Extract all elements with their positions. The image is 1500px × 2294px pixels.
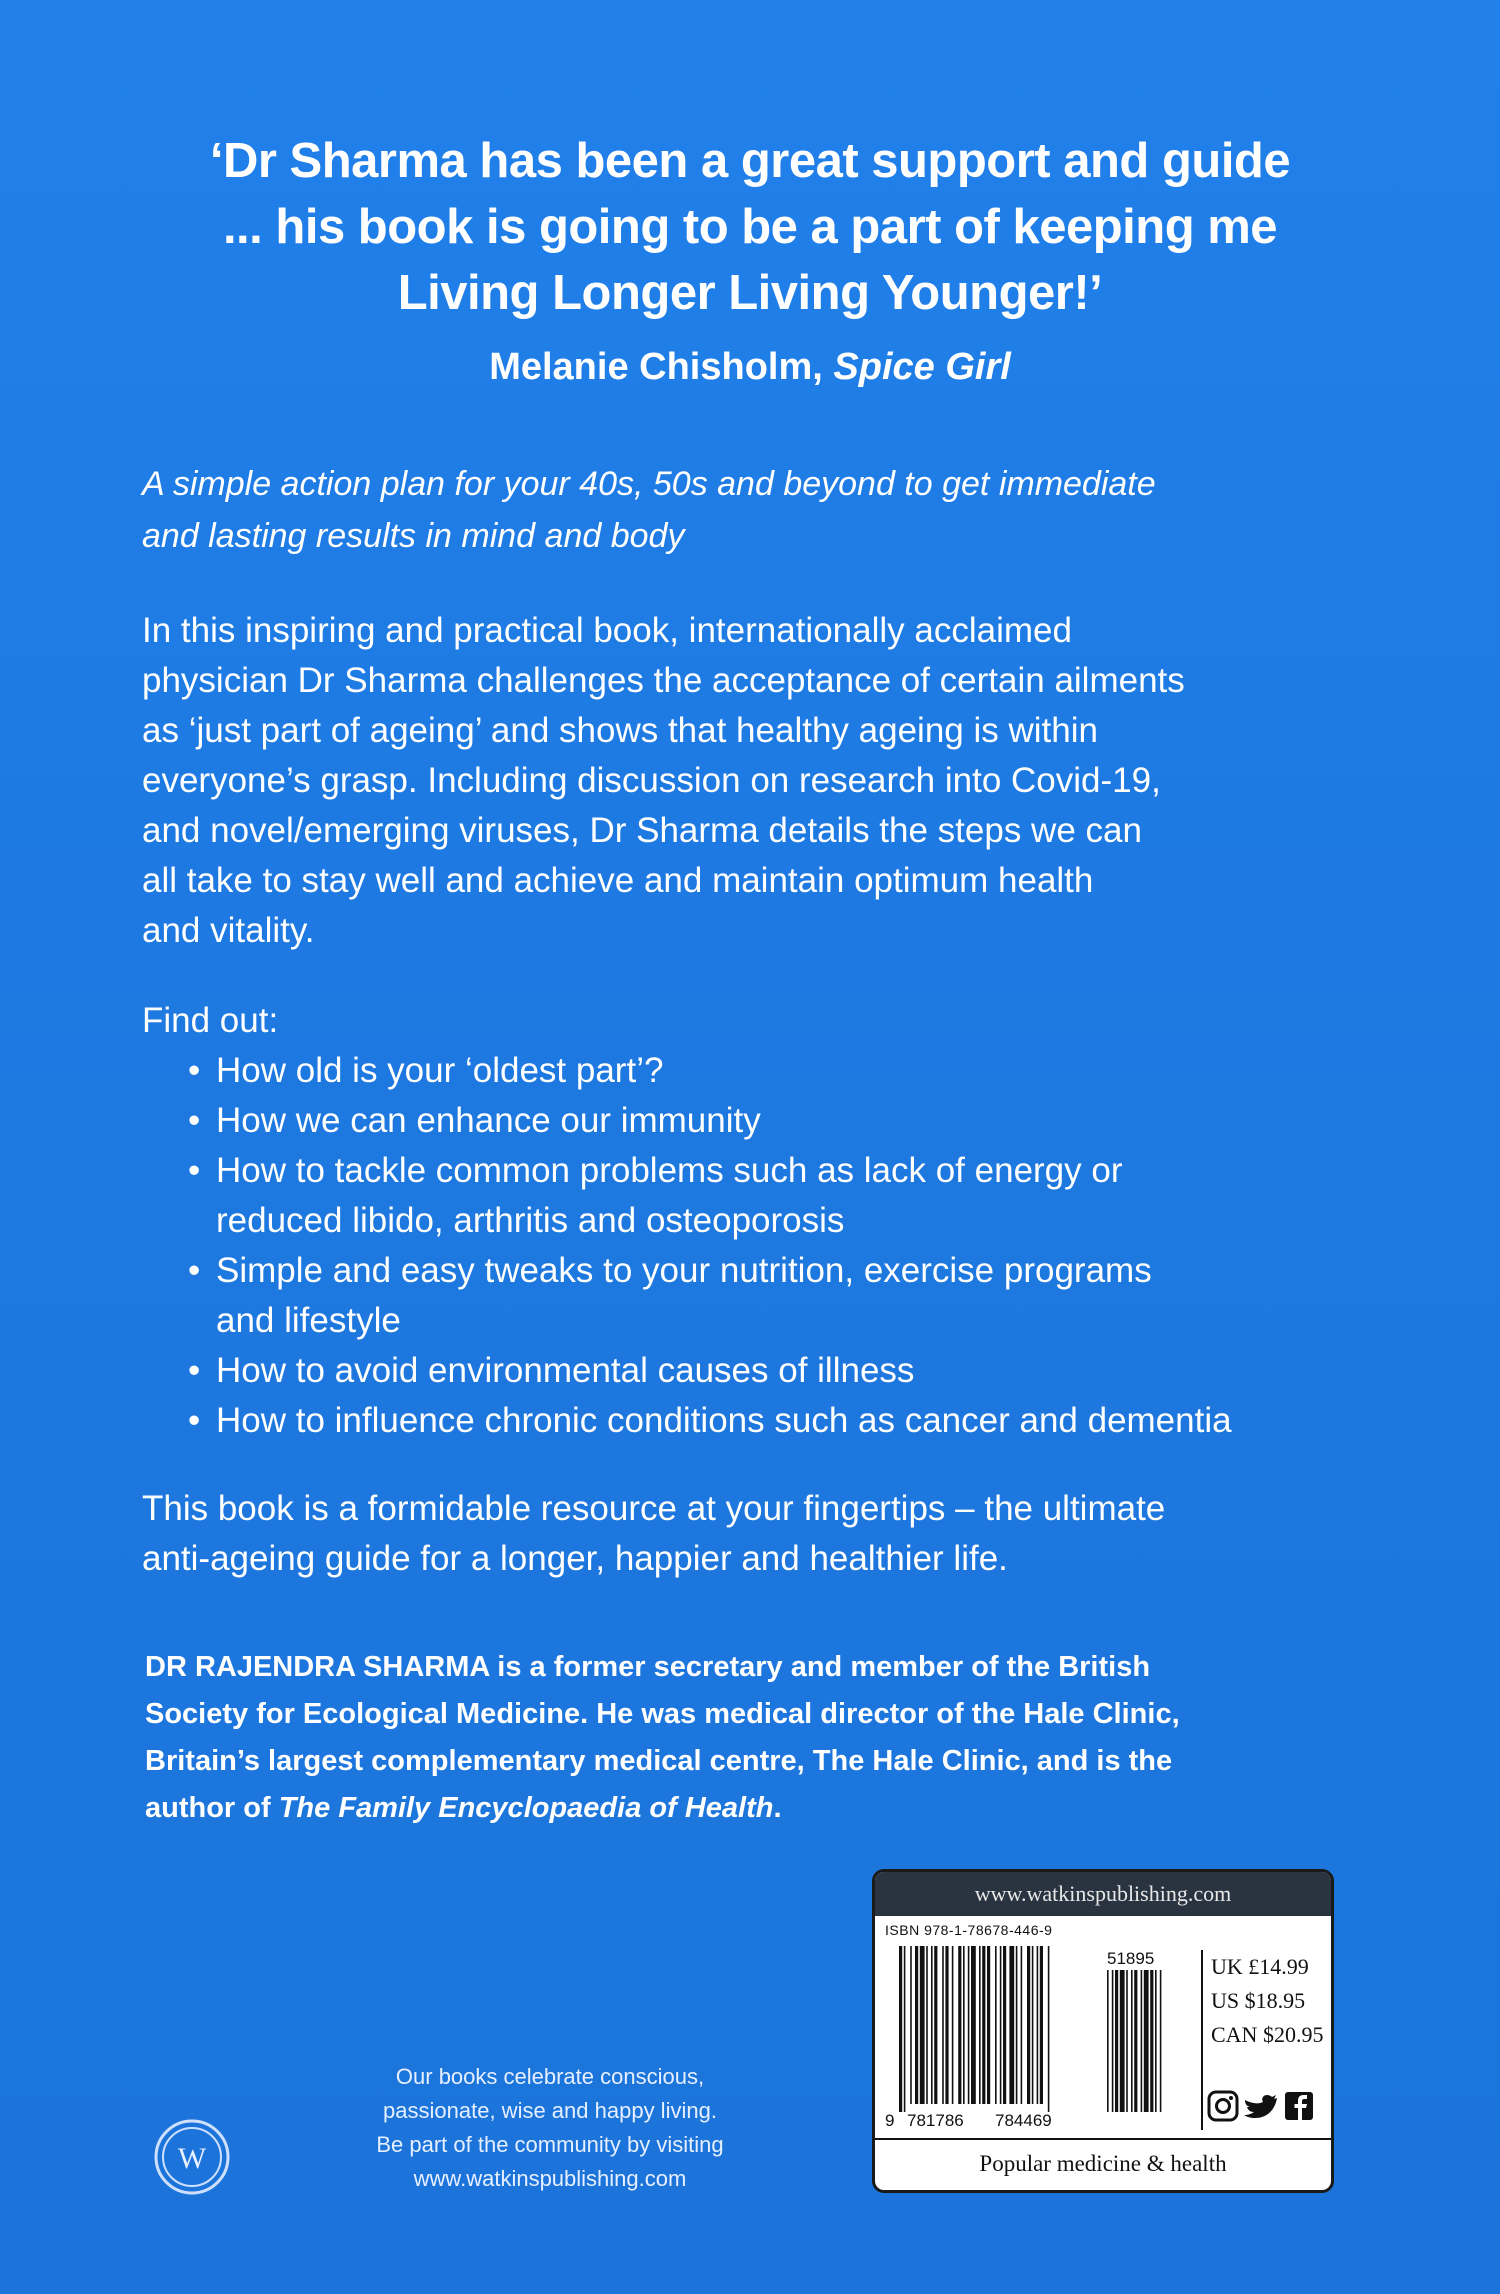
barcode-bar bbox=[920, 1946, 925, 2104]
bio-line bbox=[145, 1644, 1305, 1691]
barcode-bar bbox=[1021, 1946, 1023, 2104]
barcode-bar bbox=[942, 1946, 944, 2104]
list-item bbox=[188, 1096, 1342, 1146]
barcode-bar bbox=[995, 1946, 997, 2104]
description-line: as ‘just part of ageing’ and shows that healthy ageing is within bbox=[142, 711, 1098, 750]
logo-letter: W bbox=[177, 2142, 207, 2175]
facebook-icon bbox=[1285, 2092, 1313, 2120]
barcode-bar bbox=[1048, 1946, 1050, 2112]
barcode-bar bbox=[1032, 1946, 1034, 2104]
list-item bbox=[188, 1246, 1342, 1346]
barcode-bar bbox=[1134, 1970, 1137, 2112]
barcode-bar bbox=[963, 1946, 965, 2104]
price-us: US $18.95 bbox=[1211, 1988, 1306, 2013]
closing-line: This book is a formidable resource at your fingertips – the ultimate bbox=[142, 1489, 1166, 1528]
barcode-bar bbox=[971, 1946, 976, 2104]
barcode-bar bbox=[915, 1946, 918, 2104]
bio-line: Britain’s largest complementary medical centre, The Hale Clinic, and is the bbox=[145, 1745, 1173, 1777]
barcode-bar bbox=[1150, 1970, 1153, 2112]
list-item-text: How to tackle common problems such as lack of energy or bbox=[216, 1151, 1123, 1190]
barcode-bar bbox=[968, 1946, 970, 2104]
barcode-digits-mid: 781786 bbox=[907, 2111, 964, 2130]
twitter-icon bbox=[1244, 2095, 1277, 2118]
bullet-icon: • bbox=[188, 1101, 201, 1140]
barcode-bar bbox=[1126, 1970, 1128, 2112]
quote-attribution bbox=[100, 342, 1400, 392]
publisher-logo bbox=[152, 2117, 232, 2197]
barcode-bar bbox=[1003, 1946, 1006, 2104]
barcode-bar bbox=[931, 1946, 933, 2104]
list-item-text: and lifestyle bbox=[216, 1301, 401, 1340]
bio-line bbox=[145, 1785, 1305, 1832]
watkins-logo-icon bbox=[152, 2117, 232, 2197]
description-line: and novel/emerging viruses, Dr Sharma details the steps we can bbox=[142, 811, 1142, 850]
barcode-digit-left: 9 bbox=[885, 2111, 895, 2130]
barcode-bar bbox=[1144, 1970, 1149, 2112]
barcode-bar bbox=[1141, 1970, 1143, 2112]
barcode-bar bbox=[1155, 1970, 1157, 2112]
description-line: physician Dr Sharma challenges the acceptance of certain ailments bbox=[142, 661, 1185, 700]
subtitle-line: A simple action plan for your 40s, 50s and beyond to get immediate bbox=[142, 465, 1156, 503]
description-line: and vitality. bbox=[142, 911, 315, 950]
barcode-bar bbox=[982, 1946, 985, 2104]
barcode-bar bbox=[987, 1946, 990, 2104]
bio-text: author of bbox=[145, 1792, 279, 1824]
bio-line: Society for Ecological Medicine. He was medical director of the Hale Clinic, bbox=[145, 1698, 1180, 1730]
list-item bbox=[188, 1046, 1342, 1096]
findout-title: Find out: bbox=[142, 1001, 279, 1040]
closing-line: anti-ageing guide for a longer, happier and healthier life. bbox=[142, 1539, 1008, 1578]
findout-list bbox=[142, 1046, 1342, 1446]
barcode-bar bbox=[1009, 1946, 1014, 2104]
book-title: The Family Encyclopaedia of Health bbox=[278, 1792, 774, 1824]
community-blurb bbox=[330, 2060, 770, 2196]
list-item-text: reduced libido, arthritis and osteoporosis bbox=[216, 1201, 845, 1240]
barcode-bar bbox=[1120, 1970, 1125, 2112]
list-item bbox=[188, 1396, 1342, 1446]
list-item-text: Simple and easy tweaks to your nutrition, exercise programs bbox=[216, 1251, 1152, 1290]
book-category: Popular medicine & health bbox=[875, 2138, 1331, 2190]
price-uk: UK £14.99 bbox=[1211, 1954, 1309, 1979]
barcode-bar bbox=[1112, 1970, 1114, 2112]
social-icons bbox=[1205, 2086, 1325, 2126]
barcode-bar bbox=[979, 1946, 981, 2104]
quote-line: ... his book is going to be a part of keeping me bbox=[222, 200, 1278, 254]
barcode-bar bbox=[958, 1946, 961, 2104]
barcode-bar bbox=[926, 1946, 928, 2104]
instagram-icon bbox=[1209, 2092, 1237, 2120]
list-item-text: How we can enhance our immunity bbox=[216, 1101, 761, 1140]
barcode-bar bbox=[1037, 1946, 1039, 2104]
community-line: passionate, wise and happy living. bbox=[383, 2098, 717, 2123]
barcode-bar bbox=[1131, 1970, 1133, 2112]
list-item-text: How to avoid environmental causes of illness bbox=[216, 1351, 915, 1390]
quote-line: Living Longer Living Younger!’ bbox=[397, 266, 1103, 320]
barcode-panel bbox=[872, 1869, 1334, 2193]
barcode-bar bbox=[952, 1946, 954, 2104]
community-line: Be part of the community by visiting bbox=[376, 2132, 724, 2157]
bullet-icon: • bbox=[188, 1051, 201, 1090]
barcode-icon bbox=[885, 1940, 1195, 2130]
closing-paragraph bbox=[142, 1484, 1342, 1584]
findout-section bbox=[142, 996, 1342, 1446]
author-bio bbox=[145, 1644, 1305, 1832]
bio-text: . bbox=[773, 1792, 782, 1824]
bullet-icon: • bbox=[188, 1351, 201, 1390]
description-line: everyone’s grasp. Including discussion on research into Covid-19, bbox=[142, 761, 1161, 800]
bullet-icon: • bbox=[188, 1401, 201, 1440]
endorsement-quote bbox=[100, 128, 1400, 326]
barcode-bar bbox=[1000, 1946, 1002, 2104]
author-name: DR RAJENDRA SHARMA bbox=[145, 1651, 490, 1683]
book-subtitle bbox=[142, 458, 1302, 562]
attribution-role: Spice Girl bbox=[833, 346, 1011, 388]
addon-number: 51895 bbox=[1107, 1949, 1155, 1968]
barcode-bar bbox=[1107, 1970, 1109, 2112]
barcode-bar bbox=[910, 1946, 912, 2104]
barcode-bar bbox=[934, 1946, 937, 2104]
barcode-bar bbox=[1115, 1970, 1118, 2112]
bio-text: is a former secretary and member of the British bbox=[489, 1651, 1151, 1683]
bullet-icon: • bbox=[188, 1151, 201, 1190]
bullet-icon: • bbox=[188, 1251, 201, 1290]
description-line: all take to stay well and achieve and maintain optimum health bbox=[142, 861, 1094, 900]
price-can: CAN $20.95 bbox=[1211, 2022, 1324, 2047]
publisher-url: www.watkinspublishing.com bbox=[875, 1872, 1331, 1916]
description-paragraph bbox=[142, 606, 1332, 956]
barcode-bar bbox=[1160, 1970, 1162, 2112]
isbn-label: ISBN 978-1-78678-446-9 bbox=[885, 1922, 1053, 1938]
barcode-bar bbox=[904, 1946, 906, 2112]
list-item bbox=[188, 1346, 1342, 1396]
barcode-bar bbox=[1027, 1946, 1030, 2104]
list-item-text: How old is your ‘oldest part’? bbox=[216, 1051, 664, 1090]
list-item-text: How to influence chronic conditions such as cancer and dementia bbox=[216, 1401, 1232, 1440]
attribution-author: Melanie Chisholm, bbox=[489, 346, 823, 388]
list-item bbox=[188, 1146, 1342, 1246]
quote-line: ‘Dr Sharma has been a great support and guide bbox=[209, 134, 1291, 188]
description-line: In this inspiring and practical book, internationally acclaimed bbox=[142, 611, 1072, 650]
community-line: Our books celebrate conscious, bbox=[395, 2064, 705, 2089]
barcode-bar bbox=[899, 1946, 902, 2112]
subtitle-line: and lasting results in mind and body bbox=[142, 517, 685, 555]
barcode-bar bbox=[945, 1946, 948, 2104]
barcode-bar bbox=[1016, 1946, 1018, 2104]
barcode-digits-right: 784469 bbox=[995, 2111, 1052, 2130]
barcode-bar bbox=[1040, 1946, 1043, 2104]
community-line: www.watkinspublishing.com bbox=[413, 2166, 687, 2191]
